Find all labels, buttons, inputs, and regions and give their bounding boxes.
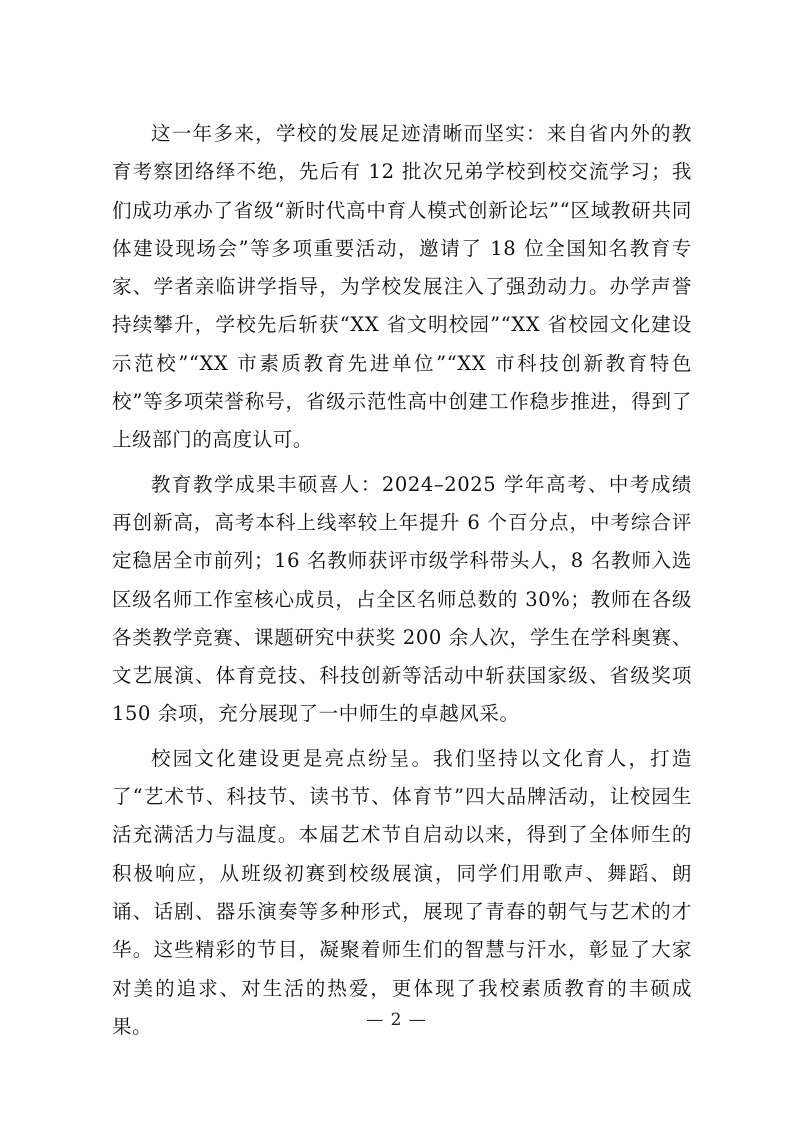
paragraph-teaching-achievements: 教育教学成果丰硕喜人：2024–2025 学年高考、中考成绩再创新高，高考本科上线率较上年提升 6 个百分点，中考综合评定稳居全市前列；16 名教师获评市级学科带头人，8 名教师入选区级名师工作室核心成员，占全区名师总数的 30%；教师在各级各类教学竞赛、课题研究中获奖 200 余人次，学生在学科奥赛、文艺展演、体育竞技、科技创新等活动中斩获国家级、省级奖项 150 余项，充分展现了一中师生的卓越风采。 xyxy=(112,472,692,726)
paragraph-school-development: 这一年多来，学校的发展足迹清晰而坚实：来自省内外的教育考察团络绎不绝，先后有 12 批次兄弟学校到校交流学习；我们成功承办了省级“新时代高中育人模式创新论坛”“区域教研共同体建设现场会”等多项重要活动，邀请了 18 位全国知名教育专家、学者亲临讲学指导，为学校发展注入了强劲动力。办学声誉持续攀升，学校先后斩获“XX 省文明校园”“XX 省校园文化建设示范校”“XX 市素质教育先进单位”“XX 市科技创新教育特色校”等多项荣誉称号，省级示范性高中创建工作稳步推进，得到了上级部门的高度认可。 xyxy=(112,122,692,452)
page-number: — 2 — xyxy=(366,1010,427,1030)
document-body xyxy=(112,115,692,1052)
paragraph-campus-culture: 校园文化建设更是亮点纷呈。我们坚持以文化育人，打造了“艺术节、科技节、读书节、体育节”四大品牌活动，让校园生活充满活力与温度。本届艺术节自启动以来，得到了全体师生的积极响应，从班级初赛到校级展演，同学们用歌声、舞蹈、朗诵、话剧、器乐演奏等多种形式，展现了青春的朝气与艺术的才华。这些精彩的节目，凝聚着师生们的智慧与汗水，彰显了大家对美的追求、对生活的热爱，更体现了我校素质教育的丰硕成果。 xyxy=(112,746,692,1038)
